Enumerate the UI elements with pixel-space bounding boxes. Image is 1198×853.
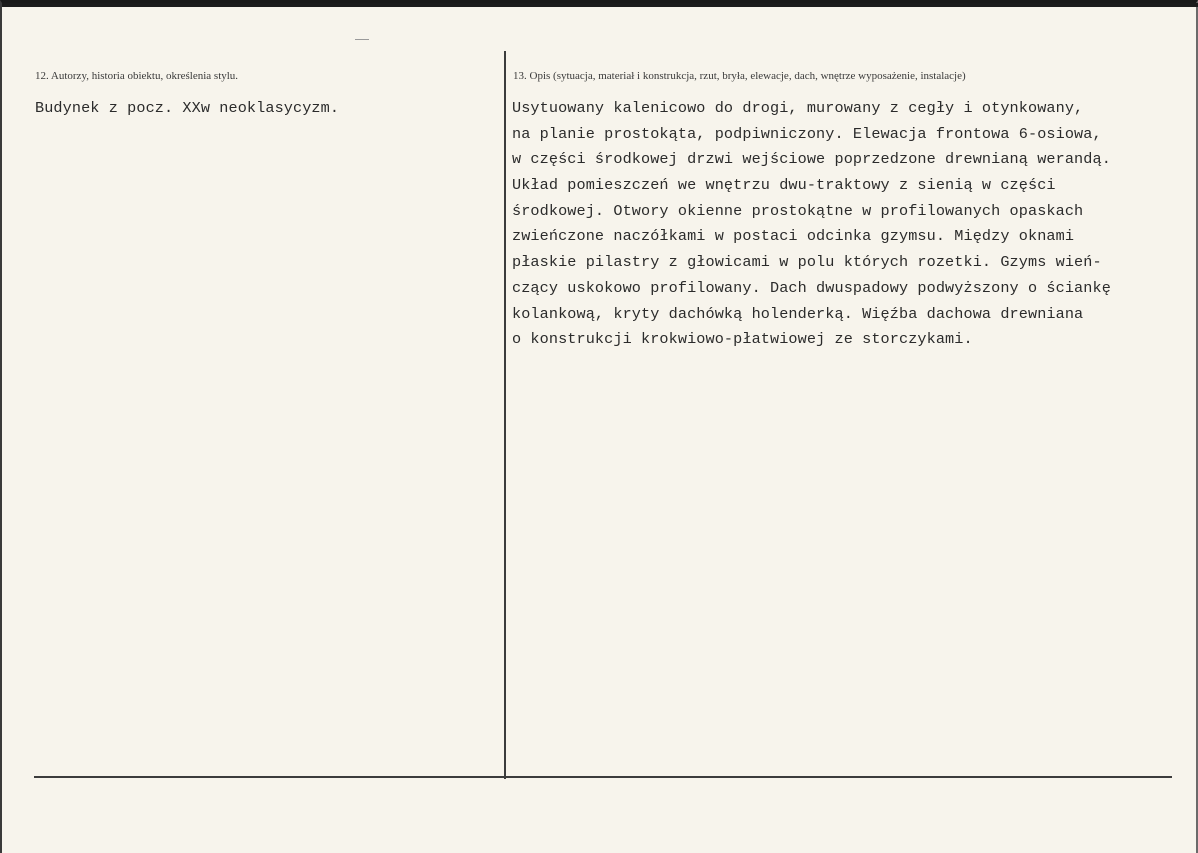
field-12-value: Budynek z pocz. XXw neoklasycyzm. bbox=[35, 99, 340, 117]
field-13-description bbox=[512, 96, 1111, 353]
top-border bbox=[2, 3, 1198, 7]
column-divider bbox=[504, 51, 506, 779]
description-line: środkowej. Otwory okienne prostokątne w profilowanych opaskach bbox=[512, 201, 1084, 220]
description-line: czący uskokowo profilowany. Dach dwuspadowy podwyższony o ściankę bbox=[512, 278, 1111, 297]
description-line: w części środkowej drzwi wejściowe poprzedzone drewnianą werandą. bbox=[512, 150, 1111, 169]
field-12-label: 12. Autorzy, historia obiektu, określenia stylu. bbox=[35, 70, 239, 82]
faint-mark bbox=[355, 39, 369, 40]
description-line: na planie prostokąta, podpiwniczony. Elewacja frontowa 6-osiowa, bbox=[512, 124, 1102, 143]
description-line: o konstrukcji krokwiowo-płatwiowej ze storczykami. bbox=[512, 330, 973, 349]
bottom-rule bbox=[34, 776, 1172, 778]
description-line: kolankową, kryty dachówką holenderką. Więźba dachowa drewniana bbox=[512, 304, 1084, 323]
description-line: Układ pomieszczeń we wnętrzu dwu-traktowy z sienią w części bbox=[512, 176, 1056, 195]
description-line: Usytuowany kalenicowo do drogi, murowany z cegły i otynkowany, bbox=[512, 99, 1084, 117]
description-line: zwieńczone naczółkami w postaci odcinka gzymsu. Między oknami bbox=[512, 227, 1075, 246]
field-13-label: 13. Opis (sytuacja, materiał i konstrukcja, rzut, bryła, elewacje, dach, wnętrze wyposażenie, instalacje) bbox=[513, 70, 966, 82]
description-line: płaskie pilastry z głowicami w polu których rozetki. Gzyms wień- bbox=[512, 253, 1102, 272]
